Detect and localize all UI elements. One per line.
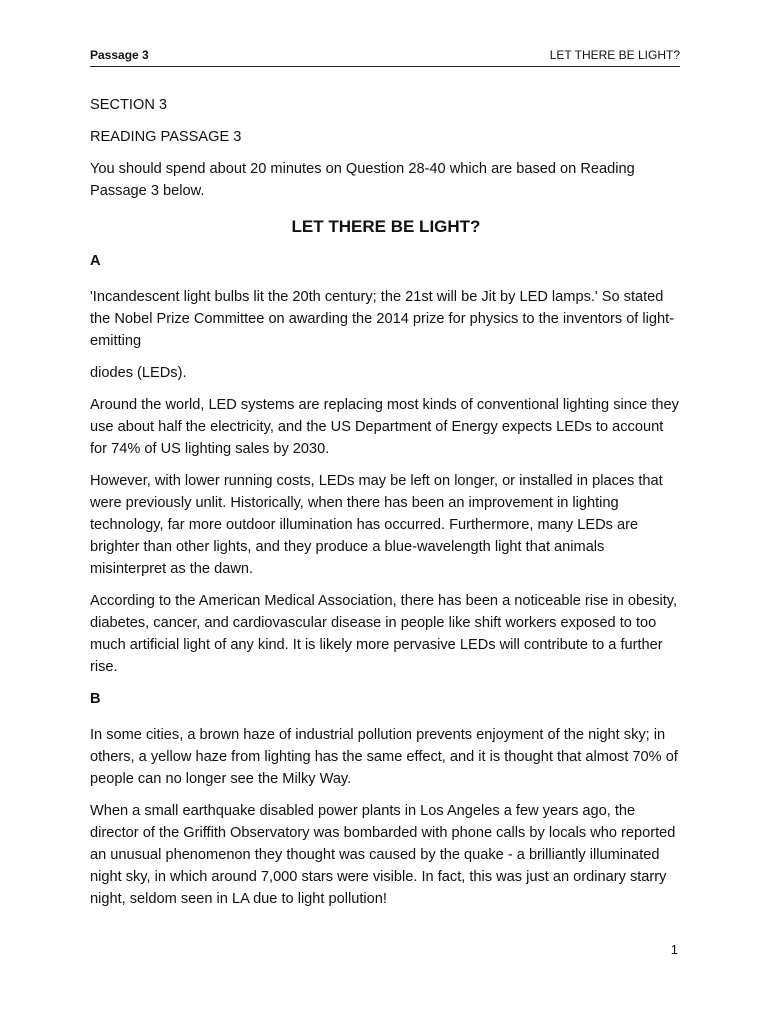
section-b-letter: B [90,691,101,707]
section-b-paragraph: In some cities, a brown haze of industrial pollution prevents enjoyment of the night sky; in others, a yellow haze from lighting has the same effect, and it is thought that almost 70% of people can no longer see the Milky Way. [90,727,678,787]
reading-passage-label: READING PASSAGE 3 [90,129,242,145]
section-a-paragraph: 'Incandescent light bulbs lit the 20th century; the 21st will be Jit by LED lamps.' So stated the Nobel Prize Committee on awarding the 2014 prize for physics to the inventors of light-emitting [90,289,675,349]
section-a-paragraph: Around the world, LED systems are replacing most kinds of conventional lighting since they use about half the electricity, and the US Department of Energy expects LEDs to account for 74% of US lighting sales by 2030. [90,397,679,457]
section-b-paragraph: When a small earthquake disabled power plants in Los Angeles a few years ago, the director of the Griffith Observatory was bombarded with phone calls by locals who reported an unusual phenomenon they thought was caused by the quake - a brilliantly illuminated night sky, in which around 7,000 stars were visible. In fact, this was just an ordinary starry night, seldom seen in LA due to light pollution! [90,803,676,907]
header-title: LET THERE BE LIGHT? [549,48,680,62]
section-a-paragraph: diodes (LEDs). [90,365,187,381]
section-a-paragraph: However, with lower running costs, LEDs may be left on longer, or installed in places that were previously unlit. Historically, when there has been an improvement in lighting technology, far more outdoor illumination has occurred. Furthermore, many LEDs are brighter than other lights, and they produce a blue-wavelength light that animals misinterpret as the dawn. [90,473,663,577]
section-a-letter: A [90,253,101,269]
passage-title: LET THERE BE LIGHT? [291,217,481,236]
page-header [90,48,680,67]
header-passage-label: Passage 3 [90,48,149,62]
section-label: SECTION 3 [90,97,168,113]
page-content [90,94,682,920]
page-number: 1 [670,942,678,957]
section-a-paragraph: According to the American Medical Association, there has been a noticeable rise in obesity, diabetes, cancer, and cardiovascular disease in people like shift workers exposed to too much artificial light of any kind. It is likely more pervasive LEDs will contribute to a further rise. [90,593,678,675]
instruction-text: You should spend about 20 minutes on Question 28-40 which are based on Reading Passage 3 below. [90,161,635,199]
